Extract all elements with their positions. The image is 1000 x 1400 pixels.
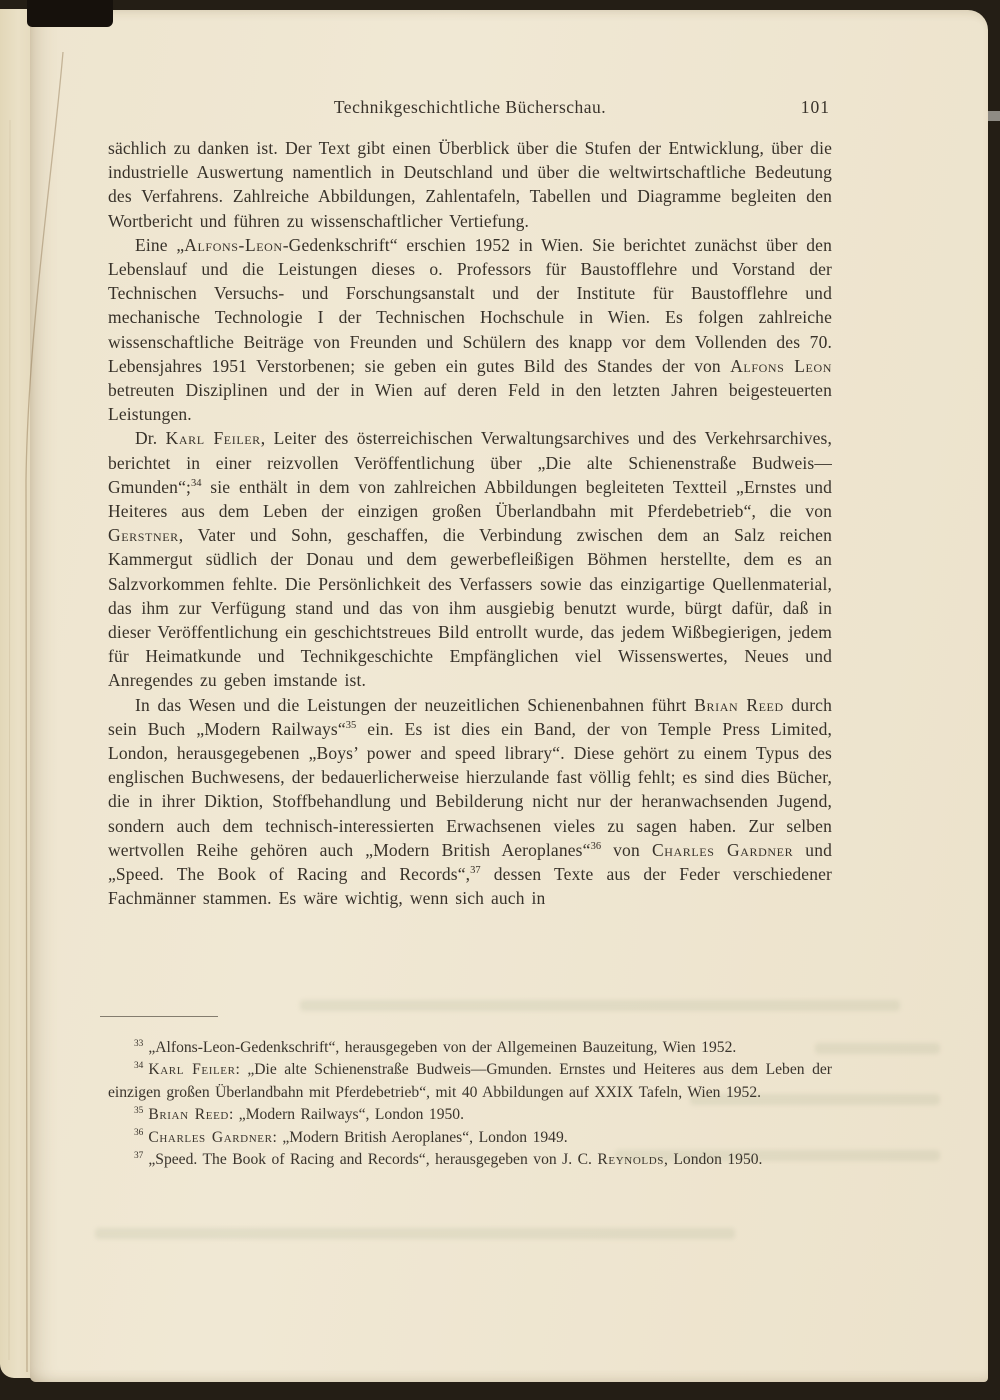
footnote xyxy=(108,1149,832,1171)
page-title: Technikgeschichtliche Bücherschau. xyxy=(333,97,607,117)
text-segment: Brian Reed xyxy=(694,694,784,715)
footnote-marker: 35 xyxy=(134,1106,144,1117)
bleed-through-ghost xyxy=(815,1043,940,1054)
footnote-reference: 36 xyxy=(590,841,602,853)
text-segment: „Alfons-Leon-Gedenkschrift“, herausgegeben von der Allgemeinen Bauzeitung, Wien 1952. xyxy=(148,1039,737,1056)
footnote-marker: 33 xyxy=(134,1038,144,1049)
footnote-marker: 37 xyxy=(134,1150,144,1161)
text-segment: : „Die alte Schienenstraße Budweis—Gmunden. Ernstes und Heiteres aus dem Leben der einzigen großen Überlandbahn mit Pferdebetrieb“, mit 40 Abbildungen auf XXIX Tafeln, Wien 1952. xyxy=(108,1061,832,1101)
text-segment: Dr. xyxy=(135,428,166,449)
footnote-marker: 36 xyxy=(134,1128,144,1139)
text-segment: In das Wesen und die Leistungen der neuzeitlichen Schienenbahnen führt xyxy=(135,694,695,715)
text-segment: sächlich zu danken ist. Der Text gibt einen Überblick über die Stufen der Entwicklung, über die industrielle Auswertung namentlich in Deutschland und über die weltwirtschaftliche Bedeutung des Verfahrens. Zahlreiche Abbildungen, Zahlentafeln, Tabellen und Diagramme begleiten den Wortbericht und führen zu wissenschaftlicher Vertiefung. xyxy=(108,138,832,231)
footnote-reference: 34 xyxy=(191,478,202,490)
page-header xyxy=(108,97,832,118)
text-segment: , Leiter des österreichischen Verwaltungsarchives und des Verkehrsarchives, berichtet in einer reizvollen Veröffentlichung über „Die alte Schienenstraße Budweis—Gmunden“; xyxy=(108,428,833,497)
text-segment: „Speed. The Book of Racing and Records“, herausgegeben von J. C. xyxy=(148,1151,598,1169)
text-segment: : „Modern British Aeroplanes“, London 1949. xyxy=(272,1128,568,1146)
text-segment: Charles Gardner xyxy=(148,1128,273,1146)
footnote-reference: 37 xyxy=(470,865,481,877)
footnotes xyxy=(108,1037,832,1171)
text-segment: und „Speed. The Book of Racing and Records“, xyxy=(108,839,833,885)
paragraph xyxy=(108,136,832,233)
text-segment: Reynolds xyxy=(597,1151,664,1169)
text-segment: ein. Es ist dies ein Band, der von Temple Press Limited, London, herausgegebenen „Boys’ power and speed library“. Diese gehört zu einem Typus des englischen Buchwesens, der bedauerlicherweise hierzulande fast völlig fehlt; es sind dies Bücher, die in ihrer Diktion, Stoffbehandlung und Bebilderung nicht nur der heranwachsenden Jugend, sondern auch dem technisch-interessierten Erwachsenen vieles zu sagen haben. Zur selben wertvollen Reihe gehören auch „Modern British Aeroplanes“ xyxy=(108,718,832,860)
footnote xyxy=(108,1059,832,1104)
bleed-through-ghost xyxy=(95,1228,735,1239)
text-segment: -Gedenkschrift“ erschien 1952 in Wien. Sie berichtet zunächst über den Lebenslauf und die Leistungen dieses o. Professors für Baustofflehre und Vorstand der Technischen Versuchs- und Forschungsanstalt und der Institute für Baustofflehre und mechanische Technologie I der Technischen Hochschule in Wien. Es folgen zahlreiche wissenschaftliche Beiträge von Freunden und Schülern des knapp vor dem Vollenden des 70. Lebensjahres 1951 Verstorbenen; sie geben ein gutes Bild des Standes der von xyxy=(108,234,832,376)
text-segment: , Vater und Sohn, geschaffen, die Verbindung zwischen dem an Salz reichen Kammergut südlich der Donau und dem gewerbefleißigen Böhmen herstellte, dem es an Salzvorkommen fehlte. Die Persönlichkeit des Verfassers sowie das einzigartige Quellenmaterial, das ihm zur Verfügung stand und das von ihm ausgiebig benutzt wurde, bürgt dafür, daß in dieser Veröffentlichung ein geschichtstreues Bild entrollt wurde, das jedem Wißbegierigen, jedem für Heimatkunde und Technikgeschichte Empfänglichen viel Wissenswertes, Neues und Anregendes zu geben imstande ist. xyxy=(108,525,832,691)
text-segment: Alfons-Leon xyxy=(184,234,283,255)
text-segment: Alfons Leon xyxy=(730,355,832,376)
text-segment: betreuten Disziplinen und der in Wien auf deren Feld in den letzten Jahren beigesteuerten Leistungen. xyxy=(108,380,832,425)
scanner-edge-mark xyxy=(988,111,1000,121)
text-segment: durch sein Buch „Modern Railways“ xyxy=(108,694,833,739)
text-segment: Karl Feiler xyxy=(165,428,261,449)
text-segment: Eine „ xyxy=(135,234,185,255)
footnote xyxy=(108,1037,832,1059)
paragraph xyxy=(108,693,832,911)
text-segment: von xyxy=(601,839,652,860)
body-paragraphs xyxy=(108,136,832,911)
text-segment: Charles Gardner xyxy=(651,839,794,860)
text-segment: sie enthält in dem von zahlreichen Abbildungen begleiteten Textteil „Ernstes und Heiteres aus dem Leben der einzigen großen Überlandbahn mit Pferdebetrieb“, die von xyxy=(108,476,832,522)
paragraph xyxy=(108,426,832,692)
footnote xyxy=(108,1104,832,1126)
page-number: 101 xyxy=(800,97,830,117)
footnote-marker: 34 xyxy=(134,1061,144,1072)
text-segment: Gerstner xyxy=(108,525,179,546)
text-segment: Karl Feiler xyxy=(148,1061,236,1079)
footnote-rule xyxy=(100,1016,218,1017)
text-segment: , London 1950. xyxy=(663,1151,763,1169)
bleed-through-ghost xyxy=(300,1000,900,1011)
scan-edge-top-left-notch xyxy=(27,0,113,27)
text-segment: : „Modern Railways“, London 1950. xyxy=(228,1106,465,1124)
text-segment: dessen Texte aus der Feder verschiedener Fachmänner stammen. Es wäre wichtig, wenn sich auch in xyxy=(108,864,832,909)
text-segment: Brian Reed xyxy=(148,1106,229,1124)
footnote xyxy=(108,1127,832,1149)
paragraph xyxy=(108,233,832,427)
footnote-reference: 35 xyxy=(345,720,357,732)
